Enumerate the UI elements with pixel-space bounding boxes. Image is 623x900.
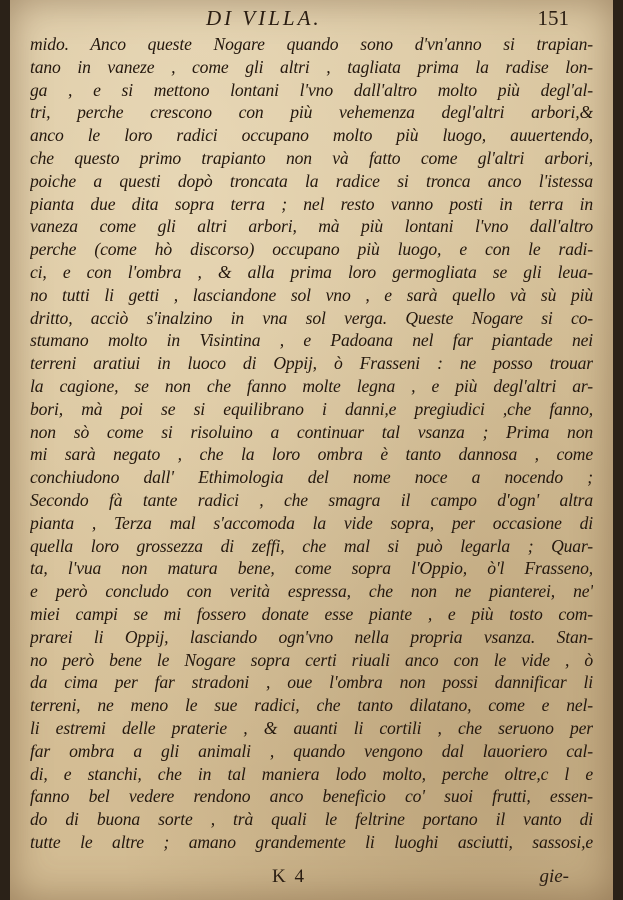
text-line: Secondo fà tante radici , che smagra il campo d'ogn' altra [30,489,593,510]
body-text [30,33,593,854]
text-line: e però concludo con verità espressa, che non ne pianterei, ne' [30,581,593,602]
running-head [10,4,613,34]
text-line: far ombra a gli animali , quando vengono dal lauoriero cal- [30,740,593,761]
text-line: stumano molto in Visintina , e Padoana nel far piantade nei [30,330,593,351]
text-line: non sò come si risoluino a continuar tal vsanza ; Prima non [30,421,593,442]
text-line: dritto, acciò s'inalzino in vna sol verga. Queste Nogare si co- [30,307,593,328]
text-line: tutte le altre ; amano grandemente li luoghi asciutti, sassosi,e [30,831,593,852]
text-line: da cima per far stradoni , oue l'ombra non possi dannificar li [30,672,593,693]
text-line: mido. Anco queste Nogare quando sono d'vn'anno si trapian- [30,34,593,54]
text-line: che questo primo trapianto non và fatto come gl'altri arbori, [30,147,593,168]
signature-mark: K 4 [272,866,306,887]
text-line: fanno bel vedere rendono anco beneficio co' suoi frutti, essen- [30,786,593,807]
text-line: li estremi delle praterie , & auanti li cortili , che seruono per [30,717,593,738]
page-footer [10,866,613,892]
text-line: miei campi se mi fossero donate esse piante , e più tosto com- [30,603,593,624]
text-line: conchiudono dall' Ethimologia del nome noce a nocendo ; [30,467,593,488]
text-line: vaneza come gli altri arbori, mà più lontani l'vno dall'altro [30,216,593,237]
text-line: quella loro grossezza di zeffi, che mal si può legarla ; Quar- [30,535,593,556]
text-line: tri, perche crescono con più vehemenza degl'altri arbori,& [30,102,593,123]
text-line: poiche a questi dopò troncata la radice si tronca anco l'istessa [30,170,593,191]
book-page [10,0,613,900]
text-line: no però bene le Nogare sopra certi riuali anco con le vide , ò [30,649,593,670]
text-line: mi sarà negato , che la loro ombra è tanto dannosa , come [30,444,593,465]
text-line: no tutti li getti , lasciandone sol vno , e sarà quello và sù più [30,284,593,305]
text-line: ci, e con l'ombra , & alla prima loro germogliata se gli leua- [30,261,593,282]
text-line: ta, l'vua non matura bene, come sopra l'Oppio, ò'l Frasseno, [30,558,593,579]
text-line: pianta , Terza mal s'accomoda la vide sopra, per occasione di [30,512,593,533]
running-title: DI VILLA. [206,6,322,30]
text-line: terreni, ne meno le sue radici, che tanto dilatano, come e nel- [30,695,593,716]
text-line: tano in vaneze , come gli altri , tagliata prima la radise lon- [30,56,593,77]
text-line: bori, mà poi se si equilibrano i danni,e pregiudici ,che fanno, [30,398,593,419]
catchword: gie- [539,866,569,887]
text-line: perche (come hò discorso) occupano più luogo, e con le radi- [30,239,593,260]
page-number: 151 [537,6,569,30]
text-line: la cagione, se non che fanno molte legna , e più degl'altri ar- [30,375,593,396]
text-line: anco le loro radici occupano molto più luogo, auuertendo, [30,125,593,146]
text-line: do di buona sorte , trà quali le feltrine portano il vanto di [30,809,593,830]
text-line: di, e stanchi, che in tal maniera lodo molto, perche oltre,c l e [30,763,593,784]
text-line: prarei li Oppij, lasciando ogn'vno nella propria vsanza. Stan- [30,626,593,647]
text-line: ga , e si mettono lontani l'vno dall'altro molto più degl'al- [30,79,593,100]
text-line: terreni aratiui in luoco di Oppij, ò Frasseni : ne posso trouar [30,353,593,374]
text-line: pianta due dita sopra terra ; nel resto vanno posti in terra in [30,193,593,214]
